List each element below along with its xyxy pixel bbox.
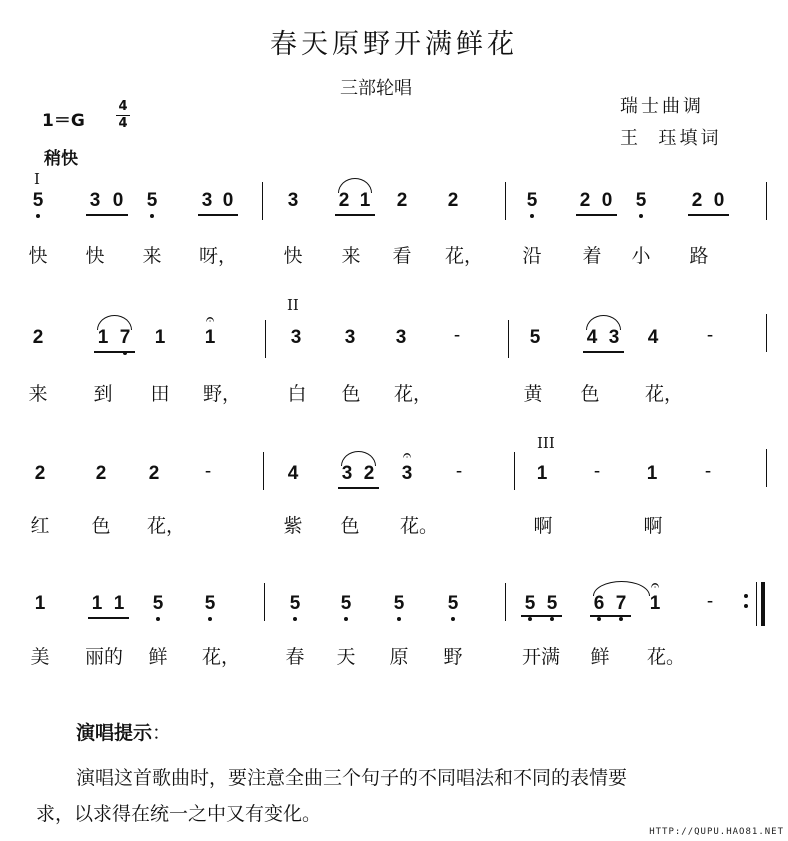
- lyric: 路: [689, 245, 709, 267]
- eighth-underline: [590, 615, 631, 617]
- note: 3: [341, 463, 353, 484]
- note: 3: [89, 190, 101, 211]
- lyric: 看: [392, 245, 412, 267]
- note-value: 3: [401, 463, 413, 484]
- note: 4: [647, 327, 659, 348]
- slur: [97, 315, 132, 330]
- note: 3: [290, 327, 302, 348]
- note-value: 1: [204, 327, 216, 348]
- lyric: 沿: [522, 245, 542, 267]
- barline: [508, 320, 509, 358]
- note: 2: [32, 327, 44, 348]
- barline: [263, 452, 264, 490]
- note: 7: [615, 593, 627, 614]
- note: 1: [97, 327, 109, 348]
- dash: -: [593, 461, 601, 482]
- dash: -: [204, 461, 212, 482]
- note: [201, 311, 219, 349]
- lyric: 色: [341, 383, 361, 405]
- time-bottom: 4: [118, 116, 128, 131]
- fermata-icon: 𝄐: [205, 311, 215, 328]
- fermata-icon: 𝄐: [650, 577, 660, 594]
- note: 0: [601, 190, 613, 211]
- lyric: 色: [91, 515, 111, 537]
- dash: -: [706, 325, 714, 346]
- note: 2: [579, 190, 591, 211]
- lyric: 小: [631, 245, 651, 267]
- subtitle: 三部轮唱: [340, 78, 412, 99]
- dash: -: [453, 325, 461, 346]
- watermark: HTTP://QUPU.HAO81.NET: [649, 827, 784, 837]
- note: 1: [646, 463, 658, 484]
- note: 5: [529, 327, 541, 348]
- note: 3: [201, 190, 213, 211]
- note: 1: [359, 190, 371, 211]
- lyric: 白: [287, 383, 307, 405]
- lyric: 花。: [647, 646, 686, 668]
- note: 2: [396, 190, 408, 211]
- tempo-marking: 稍快: [44, 149, 78, 169]
- lyric: 快: [283, 245, 303, 267]
- note: 7: [119, 327, 131, 348]
- eighth-underline: [576, 214, 617, 216]
- lyric: 春: [285, 646, 305, 668]
- lyric: 啊: [643, 515, 663, 537]
- barline: [264, 583, 265, 621]
- note: 5: [524, 593, 536, 614]
- low-octave-dot: [293, 617, 297, 621]
- eighth-underline: [521, 615, 562, 617]
- lyric: 来: [28, 383, 48, 405]
- note: 1: [536, 463, 548, 484]
- note: 0: [222, 190, 234, 211]
- lyric: 快: [85, 245, 105, 267]
- note: 4: [287, 463, 299, 484]
- slur: [593, 581, 650, 596]
- note: 5: [635, 190, 647, 211]
- note: 2: [34, 463, 46, 484]
- eighth-underline: [94, 351, 135, 353]
- final-barline-thick: [761, 582, 765, 626]
- entry-mark-3: III: [537, 434, 555, 452]
- barline: [265, 320, 266, 358]
- note: 5: [340, 593, 352, 614]
- barline: [766, 449, 767, 487]
- barline: [766, 314, 767, 352]
- note: 2: [447, 190, 459, 211]
- song-title: 春天原野开满鲜花: [270, 29, 518, 60]
- lyric: 美: [30, 646, 50, 668]
- slur: [341, 451, 376, 466]
- note: 0: [112, 190, 124, 211]
- low-octave-dot: [150, 214, 154, 218]
- hint-colon: ：: [152, 722, 172, 744]
- eighth-underline: [583, 351, 624, 353]
- dash: -: [704, 461, 712, 482]
- time-signature: [116, 100, 130, 131]
- dash: -: [455, 461, 463, 482]
- final-barline-thin: [756, 582, 757, 626]
- dash: -: [706, 591, 714, 612]
- lyric: 花。: [400, 515, 439, 537]
- note: 1: [91, 593, 103, 614]
- hint-line-1: 演唱这首歌曲时，要注意全曲三个句子的不同唱法和不同的表情要: [76, 767, 628, 789]
- repeat-dots: [744, 588, 748, 614]
- low-octave-dot: [397, 617, 401, 621]
- eighth-underline: [88, 617, 129, 619]
- note: 3: [608, 327, 620, 348]
- low-octave-dot: [344, 617, 348, 621]
- note: 3: [287, 190, 299, 211]
- low-octave-dot: [36, 214, 40, 218]
- eighth-underline: [335, 214, 375, 216]
- time-top: 4: [118, 99, 128, 114]
- note: 3: [395, 327, 407, 348]
- low-octave-dot: [528, 617, 532, 621]
- lyric: 原: [389, 646, 409, 668]
- note: 2: [95, 463, 107, 484]
- note: 5: [289, 593, 301, 614]
- low-octave-dot: [156, 617, 160, 621]
- note: 2: [338, 190, 350, 211]
- lyric: 到: [93, 383, 113, 405]
- slur: [338, 178, 372, 193]
- slur: [586, 315, 621, 330]
- note: 2: [148, 463, 160, 484]
- lyric: 红: [30, 515, 50, 537]
- key-signature: 1＝G: [42, 111, 85, 131]
- lyric: 着: [582, 245, 602, 267]
- barline: [766, 182, 767, 220]
- eighth-underline: [688, 214, 729, 216]
- lyric: 紫: [283, 515, 303, 537]
- lyricist-credit: 王 珏填词: [620, 128, 722, 149]
- note: 5: [152, 593, 164, 614]
- fermata-icon: 𝄐: [402, 447, 412, 464]
- low-octave-dot: [530, 214, 534, 218]
- lyric: 来: [142, 245, 162, 267]
- lyric: 天: [336, 646, 356, 668]
- low-octave-dot: [619, 617, 623, 621]
- composer-credit: 瑞士曲调: [620, 96, 704, 117]
- lyric: 开满: [521, 646, 560, 668]
- lyric: 花，: [394, 383, 433, 405]
- entry-mark-1: I: [34, 170, 40, 188]
- note: 4: [586, 327, 598, 348]
- eighth-underline: [86, 214, 128, 216]
- eighth-underline: [198, 214, 238, 216]
- lyric: 快: [28, 245, 48, 267]
- lyric: 野，: [203, 383, 242, 405]
- note: 5: [526, 190, 538, 211]
- note: 2: [691, 190, 703, 211]
- note: 5: [32, 190, 44, 211]
- lyric: 色: [340, 515, 360, 537]
- lyric: 啊: [533, 515, 553, 537]
- note-value: 1: [649, 593, 661, 614]
- low-octave-dot: [451, 617, 455, 621]
- lyric: 鲜: [148, 646, 168, 668]
- lyric: 来: [341, 245, 361, 267]
- low-octave-dot: [639, 214, 643, 218]
- note: 0: [713, 190, 725, 211]
- lyric: 丽的: [84, 646, 123, 668]
- note: 5: [204, 593, 216, 614]
- lyric: 花，: [202, 646, 241, 668]
- barline: [505, 182, 506, 220]
- low-octave-dot: [597, 617, 601, 621]
- hint-heading: [76, 718, 171, 745]
- entry-mark-2: II: [287, 296, 299, 314]
- note: 5: [546, 593, 558, 614]
- barline: [514, 452, 515, 490]
- note: 5: [447, 593, 459, 614]
- note: 1: [154, 327, 166, 348]
- barline: [505, 583, 506, 621]
- note: [646, 577, 664, 615]
- note: 5: [146, 190, 158, 211]
- lyric: 花，: [645, 383, 684, 405]
- lyric: 花，: [445, 245, 484, 267]
- lyric: 呀，: [199, 245, 238, 267]
- lyric: 鲜: [590, 646, 610, 668]
- lyric: 野: [443, 646, 463, 668]
- barline: [262, 182, 263, 220]
- hint-line-2: 求，以求得在统一之中又有变化。: [36, 803, 322, 825]
- hint-label-text: 演唱提示: [76, 722, 153, 744]
- note: 3: [344, 327, 356, 348]
- low-octave-dot: [550, 617, 554, 621]
- note: 6: [593, 593, 605, 614]
- lyric: 色: [580, 383, 600, 405]
- lyric: 田: [150, 383, 170, 405]
- note: 1: [34, 593, 46, 614]
- note: 2: [363, 463, 375, 484]
- note: 1: [113, 593, 125, 614]
- lyric: 黄: [523, 383, 543, 405]
- hint-text: [36, 760, 762, 832]
- note: [398, 447, 416, 485]
- low-octave-dot: [208, 617, 212, 621]
- eighth-underline: [338, 487, 379, 489]
- note: 5: [393, 593, 405, 614]
- lyric: 花，: [147, 515, 186, 537]
